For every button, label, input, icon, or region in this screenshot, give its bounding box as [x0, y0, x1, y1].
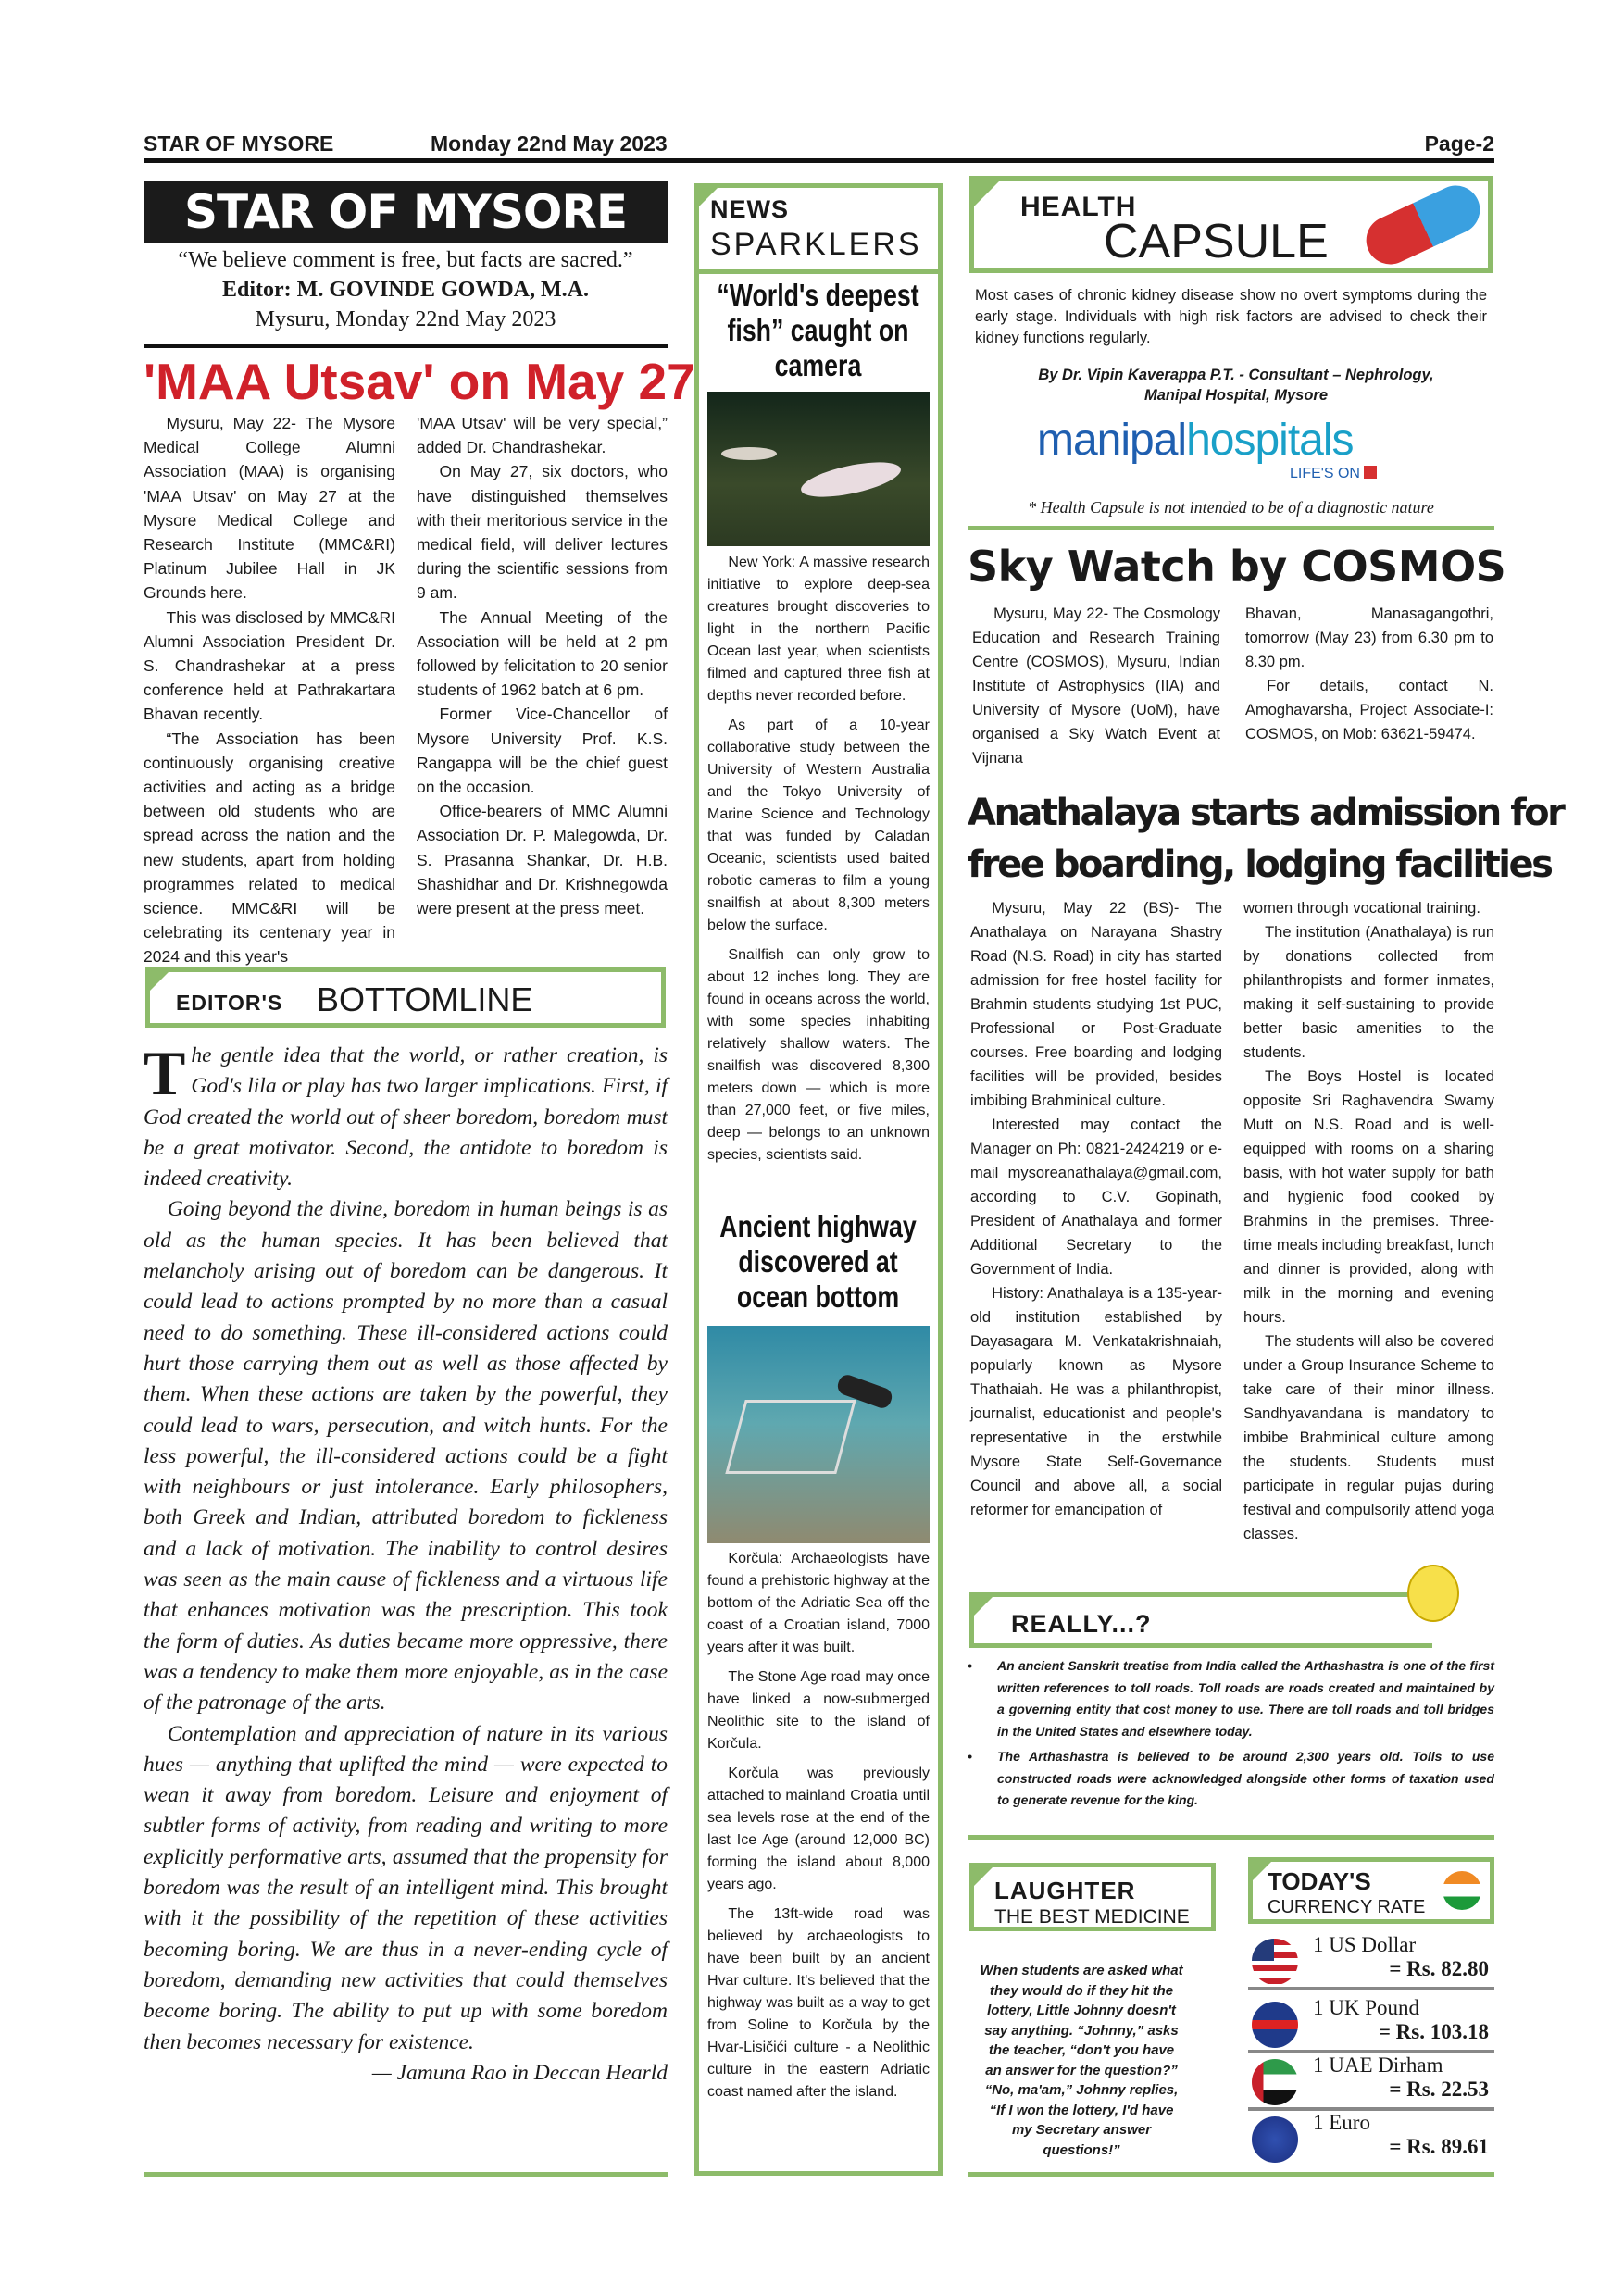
currency-value: = Rs. 89.61: [1389, 2135, 1489, 2158]
paragraph: he gentle idea that the world, or rather creation, is God's lila or play has two larger implications. First, if God created the world out of sheer boredom, boredom must be a great motivator. Second, the antidote to boredom is indeed creativity.: [144, 1043, 668, 1192]
fish-article: [707, 552, 930, 1174]
highway-headline: Ancient highway discovered at ocean bottom: [719, 1209, 917, 1314]
underwater-highway-photo: [707, 1326, 930, 1543]
paragraph: The students will also be covered under a Group Insurance Scheme to take care of their minor illness. Sandhyavandana is mandatory to imbibe Brahminical culture among the students. Students must participate in regular pujas during festival and compulsorily attend yoga classes.: [1243, 1333, 1494, 1542]
logo-text: hospitals: [1186, 416, 1354, 465]
credit: — Jamuna Rao in Deccan Hearld: [371, 2060, 668, 2085]
currency-box: [1248, 1857, 1494, 1924]
paragraph: The Annual Meeting of the Association will be held at 2 pm followed by felicitation to 20 senior students of 1962 batch at 6 pm.: [417, 607, 668, 700]
us-flag-icon: [1252, 1939, 1298, 1985]
fish-headline: “World's deepest fish” caught on camera: [717, 278, 919, 382]
corner-tab: [969, 1592, 997, 1620]
really-box: [969, 1592, 1432, 1648]
rate-row-eur: [1248, 2113, 1494, 2168]
label: HEALTH: [1020, 192, 1137, 222]
paragraph: Korčula: Archaeologists have found a prehistoric highway at the bottom of the Adriatic Sea off the coast of a Croatian island, 7000 years after it was built.: [707, 1551, 930, 1655]
laughter-box: [969, 1863, 1216, 1931]
paragraph: “The Association has been continuously organising creative activities and acting as a bridge between old students who are spread across the nation and the new students, apart from holding programmes related to medical science. MMC&RI will be celebrating its centenary year in 2024 and this year's: [144, 729, 395, 967]
editor-line: Editor: M. GOVINDE GOWDA, M.A.: [222, 278, 589, 302]
paper-name: STAR OF MYSORE: [144, 131, 334, 156]
editorial-text: [144, 1038, 668, 2089]
list-item: • The Arthashastra is believed to be around 2,300 years old. Tolls to use constructed roads were acknowledged alongside other forms of taxation used to generate revenue for the king.: [968, 1749, 1494, 1807]
label: NEWS: [710, 195, 789, 223]
paragraph: Snailfish can only grow to about 12 inches long. They are found in oceans across the world, with some species inhabiting relatively shallow waters. The snailfish was discovered 8,300 meters down — which is more than 27,000 feet, or five miles, deep — belongs to an unknown species, scientists said.: [707, 947, 930, 1163]
snailfish-photo: [707, 392, 930, 546]
currency-name: 1 Euro: [1313, 2111, 1370, 2134]
paragraph: Mysuru, May 22 (BS)- The Anathalaya on Narayana Shastry Road (N.S. Road) in city has started admission for free hostel facility for Brahmin students studying 1st PUC, Professional or Post-Graduate courses. Free boarding and lodging facilities will be provided, besides imbibing Brahminical culture.: [970, 900, 1222, 1109]
manipal-logo: [1037, 415, 1354, 466]
maa-column-2: [417, 411, 668, 920]
anathalaya-column-1: [970, 896, 1222, 1522]
corner-tab: [969, 1863, 997, 1890]
paragraph: Interested may contact the Manager on Ph: 0821-2424219 or e-mail mysoreanathalaya@gmail.com, according to C.V. Gopinath, President of Anathalaya and former Additional Secretary to the Government of India.: [970, 1117, 1222, 1278]
highway-article: [707, 1548, 930, 2111]
logo-text: manipal: [1037, 416, 1187, 465]
uk-flag-icon: [1252, 2002, 1298, 2048]
paragraph: The 13ft-wide road was believed by archaeologists to have been built by an ancient Hvar culture. It's believed that the highway was built as a way to get from Soline to Korčula by the Hvar-Lisičići culture - a Neolithic culture in the eastern Adriatic coast named after the island.: [707, 1906, 930, 2100]
maa-headline: 'MAA Utsav' on May 27: [144, 353, 695, 410]
currency-name: 1 US Dollar: [1313, 1933, 1417, 1956]
paragraph: New York: A massive research initiative to explore deep-sea creatures brought discoveries to light in the northern Pacific Ocean last year, when scientists filmed and captured three fish at depths never recorded before.: [707, 555, 930, 704]
paragraph: As part of a 10-year collaborative study between the University of Western Australia and the Tokyo University of Marine Science and Technology that was funded by Caladan Oceanic, scientists used baited robotic cameras to film a young snailfish at about 8,300 meters below the surface.: [707, 718, 930, 933]
health-capsule-box: [969, 176, 1493, 273]
paragraph: Former Vice-Chancellor of Mysore University Prof. K.S. Rangappa will be the chief guest on the occasion.: [417, 705, 668, 797]
paragraph: For details, contact N. Amoghavarsha, Project Associate-I: COSMOS, on Mob: 63621-59474.: [1245, 678, 1493, 742]
sky-column-2: [1245, 602, 1493, 746]
divider: [968, 1835, 1494, 1840]
paragraph: The Boys Hostel is located opposite Sri Raghavendra Swamy Mutt on N.S. Road and is well-equipped with rooms on a sharing basis, with hot water supply for bath and hygienic food cooked by Brahmins in the premises. Three-time meals including breakfast, lunch and dinner is provided, along with milk in the morning and evening hours.: [1243, 1068, 1494, 1326]
anathalaya-headline-1: Anathalaya starts admission for: [968, 792, 1564, 834]
paragraph: women through vocational training.: [1243, 900, 1480, 917]
lightbulb-mascot-icon: [1407, 1565, 1459, 1622]
eu-flag-icon: [1252, 2116, 1298, 2163]
news-sparklers-box: [694, 183, 943, 274]
label: SPARKLERS: [710, 227, 922, 262]
currency-name: 1 UK Pound: [1313, 1996, 1420, 2019]
paragraph: The Stone Age road may once have linked a now-submerged Neolithic site to the island of Korčula.: [707, 1669, 930, 1752]
india-flag-icon: [1443, 1871, 1481, 1910]
paragraph: On May 27, six doctors, who have distinguished themselves with their meritorious service in the medical field, will deliver lectures during the scientific sessions from 9 am.: [417, 462, 668, 603]
really-list: [968, 1655, 1494, 1812]
corner-tab: [969, 176, 1005, 211]
drop-cap: T: [144, 1038, 186, 1108]
rate-row-aed: [1248, 2055, 1494, 2111]
label: BOTTOMLINE: [317, 980, 533, 1018]
paragraph: 'MAA Utsav' will be very special,” added Dr. Chandrashekar.: [417, 414, 668, 457]
divider: [144, 344, 668, 348]
label: EDITOR'S: [176, 991, 283, 1015]
maa-column-1: [144, 411, 395, 969]
paragraph: Mysuru, May 22- The Mysore Medical College Alumni Association (MAA) is organising 'MAA Utsav' on May 27 at the Mysore Medical College and Research Institute (MMC&RI) Platinum Jubilee Hall in JK Grounds here.: [144, 414, 395, 603]
list-item: • An ancient Sanskrit treatise from India called the Arthashastra is one of the first written references to toll roads. Toll roads are roads created and maintained by a governing entity that cost money to use. There are toll roads and toll bridges in the United States and elsewhere today.: [968, 1658, 1494, 1739]
divider: [968, 2172, 1494, 2177]
plus-icon: [1364, 466, 1377, 479]
anathalaya-headline-2: free boarding, lodging facilities: [968, 843, 1552, 886]
rate-row-usd: [1248, 1935, 1494, 1990]
rate-row-gbp: [1248, 1998, 1494, 2053]
page-number: Page-2: [1424, 131, 1494, 156]
divider: [968, 526, 1494, 530]
currency-value: = Rs. 103.18: [1378, 2020, 1489, 2043]
capsule-pill-icon: [1358, 178, 1488, 272]
editors-bottomline-box: [145, 967, 666, 1028]
label: REALLY...?: [1011, 1610, 1152, 1638]
paragraph: This was disclosed by MMC&RI Alumni Association President Dr. S. Chandrashekar at a press conference held at Pathrakartara Bhavan recently.: [144, 607, 395, 724]
currency-value: = Rs. 82.80: [1389, 1957, 1489, 1980]
health-text: Most cases of chronic kidney disease show no overt symptoms during the early stage. Individuals with high risk factors are advised to check their kidney functions regularly.: [975, 287, 1487, 346]
paragraph: Korčula was previously attached to mainland Croatia until sea levels rose at the end of the last Ice Age (around 12,000 BC) forming the island about 8,000 years ago.: [707, 1766, 930, 1892]
paragraph: The institution (Anathalaya) is run by donations collected from philanthropists and former inmates, making it self-sustaining to provide better basic amenities to the students.: [1243, 924, 1494, 1061]
paragraph: Office-bearers of MMC Alumni Association Dr. P. Malegowda, Dr. S. Prasanna Shankar, Dr. H.B. Shashidhar and Dr. Krishnegowda were present at the press meet.: [417, 802, 668, 918]
label: LAUGHTER: [994, 1877, 1136, 1904]
joke-text: When students are asked what they would do if they hit the lottery, Little Johnny doesn't say anything. “Johnny,” asks the teacher, “don't you have an answer for the question?” “No, ma'am,” Johnny replies, “If I won the lottery, I'd have my Secretary answer questions!”: [980, 1963, 1183, 2158]
motto: “We believe comment is free, but facts are sacred.”: [178, 248, 633, 272]
label: THE BEST MEDICINE: [994, 1906, 1190, 1928]
currency-name: 1 UAE Dirham: [1313, 2053, 1443, 2077]
corner-tab: [145, 967, 173, 995]
sky-column-1: [972, 602, 1220, 770]
paragraph: Contemplation and appreciation of nature in its various hues — anything that uplifted the mind — were expected to wean it away from boredom. Leisure and enjoyment of subtler forms of activity, from reading and writing to more explicitly performative arts, assumed that the propensity for boredom was the result of an intelligent mind. This brought with it the possibility of the repetition of these activities becoming boring. We are thus in a never-ending cycle of boredom, demanding new activities that could themselves become boring. The ability to put up with some boredom then becomes necessary for existence.: [144, 1721, 668, 2054]
currency-value: = Rs. 22.53: [1389, 2078, 1489, 2101]
health-disclaimer: * Health Capsule is not intended to be of a diagnostic nature: [1028, 498, 1434, 517]
masthead-title: STAR OF MYSORE: [144, 181, 668, 243]
label: CAPSULE: [1104, 215, 1329, 268]
paragraph: History: Anathalaya is a 135-year-old institution established by Dayasagara M. Venkatakrishnaiah, popularly known as Mysore Thathaiah. He was a philanthropist, journalist, educationist and people's representative in the erstwhile Mysore State Self-Governance Council and above all, a social reformer for emancipation of: [970, 1285, 1222, 1518]
anathalaya-column-2: [1243, 896, 1494, 1546]
health-byline: By Dr. Vipin Kaverappa P.T. - Consultant – Nephrology, Manipal Hospital, Mysore: [1038, 367, 1434, 404]
label: TODAY'S: [1268, 1867, 1371, 1895]
divider: [144, 2172, 668, 2177]
paragraph: Mysuru, May 22- The Cosmology Education and Research Training Centre (COSMOS), Mysuru, Indian Institute of Astrophysics (IIA) and University of Mysore (UoM), have organised a Sky Watch Event at Vijnana: [972, 605, 1220, 767]
tagline: LIFE'S ON: [1290, 466, 1360, 481]
uae-flag-icon: [1252, 2059, 1298, 2105]
issue-date: Monday 22nd May 2023: [431, 131, 668, 156]
bullet-text: An ancient Sanskrit treatise from India called the Arthashastra is one of the first written references to toll roads. Toll roads are roads created and maintained by a governing entity that cost money to use. There are toll roads and toll bridges in the United States and elsewhere today.: [997, 1658, 1494, 1739]
paragraph: Bhavan, Manasagangothri, tomorrow (May 23) from 6.30 pm to 8.30 pm.: [1245, 605, 1493, 670]
logo-tagline: [1290, 466, 1377, 482]
page-header: [144, 130, 1494, 163]
dateline: Mysuru, Monday 22nd May 2023: [255, 307, 556, 331]
sky-watch-headline: Sky Watch by COSMOS: [968, 542, 1506, 592]
label: CURRENCY RATE: [1268, 1897, 1426, 1917]
bullet-text: The Arthashastra is believed to be around 2,300 years old. Tolls to use constructed roads were acknowledged alongside other forms of taxation used to generate revenue for the king.: [997, 1749, 1494, 1807]
paragraph: Going beyond the divine, boredom in human beings is as old as the human species. It has been believed that melancholy arising out of boredom can be dangerous. It could lead to actions prompted by no more than a casual need to do something. These ill-considered actions could hurt those carrying them out as well as those affected by them. When these actions are taken by the powerful, they could lead to wars, persecution, and witch hunts. For the less powerful, the ill-considered actions could be a fight with neighbours or just intolerance. Early philosophers, both Greek and Indian, attributed boredom to fickleness and a lack of motivation. The inability to control desires was seen as the main cause of fickleness and a virtuous life that enhances motivation was the prescription. This took the form of duties. As duties became more oppressive, there was a tendency to make them more enjoyable, as in the case of the patronage of the arts.: [144, 1197, 668, 1716]
